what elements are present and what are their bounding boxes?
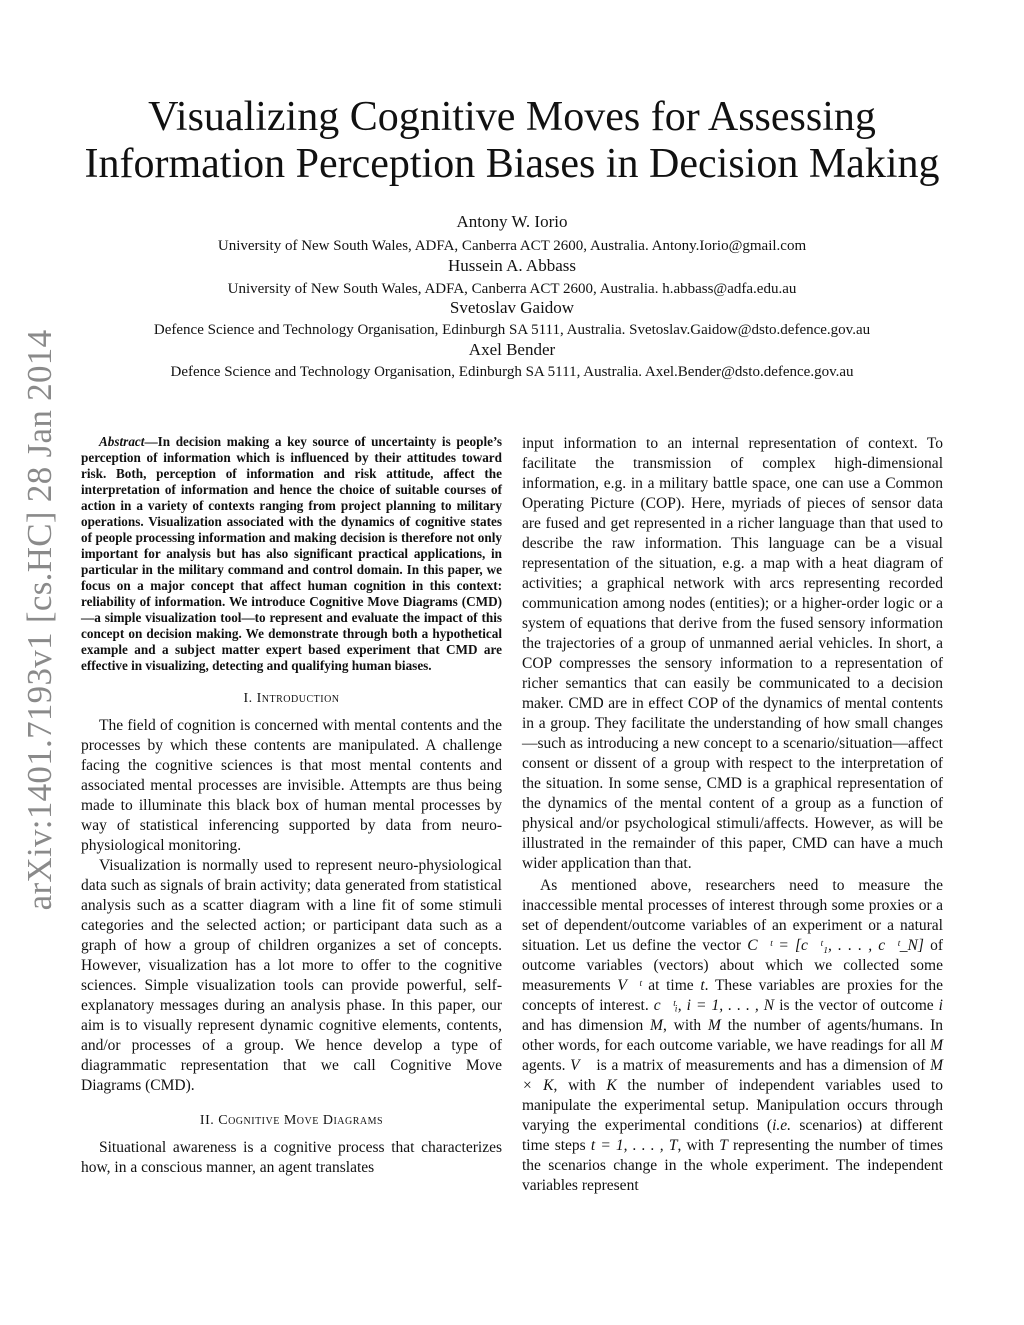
author-affiliation: Defence Science and Technology Organisation, Edinburgh SA 5111, Australia. Svetoslav.Gaidow@dsto.defence.gov.au: [153, 322, 871, 338]
math-expression: V⃗ᵗ: [617, 977, 642, 994]
abstract-label: Abstract: [99, 434, 145, 449]
math-expression: K: [606, 1077, 617, 1094]
left-column: [81, 434, 502, 1178]
math-expression: M × K: [522, 1057, 943, 1094]
body-paragraph: As mentioned above, researchers need to measure the inaccessible mental processes of interest through some proxies or a set of dependent/outcome variables of an experiment or a natural situation. Let us define the vector C⃗ᵗ = [c⃗ᵗ₁, . . . , c⃗ᵗ_N] of outcome variables (vectors) about which we collected some measurements V⃗ᵗ at time t. These variables are proxies for the concepts of interest. c⃗ᵗᵢ, i = 1, . . . , N is the vector of outcome i and has dimension M, with M the number of agents/humans. In other words, for each outcome variable, we have readings for all M agents. V⃗ is a matrix of measurements and has a dimension of M × K, with K the number of independent variables used to manipulate the experimental setup. Manipulation occurs through varying the experimental conditions (i.e. scenarios) at different time steps t = 1, . . . , T, with T representing the number of times the scenarios change in the whole experiment. The independent variables represent: [522, 877, 944, 1194]
math-expression: V⃗: [570, 1057, 592, 1074]
arxiv-identifier: [10, 330, 70, 910]
intro-paragraph: Visualization is normally used to represent neuro-physiological data such as signals of brain activity; data generated from statistical analysis such as a scatter diagram with a line fit of some stimuli categories and the selected action; or participant data such as a graph of how a group of children organizes a set of concepts. However, visualization has a lot more to offer to the cognitive sciences. Simple visualization tools can provide powerful, self-explanatory messages during an analysis phase. In this paper, our aim is to visually represent dynamic cognitive elements, contents, and/or processes of a group. We hence develop a type of diagrammatic representation that we call Cognitive Move Diagrams (CMD).: [81, 857, 502, 1094]
math-expression: M: [707, 1017, 721, 1034]
math-expression: c⃗ᵗᵢ, i = 1, . . . , N: [653, 997, 775, 1014]
section-paragraph: Situational awareness is a cognitive process that characterizes how, in a conscious manner, an agent translates: [81, 1139, 502, 1176]
author-name: Hussein A. Abbass: [448, 256, 576, 275]
math-expression: M: [930, 1037, 943, 1054]
body-paragraph: input information to an internal representation of context. To facilitate the transmission of complex high-dimensional information, e.g. in a military battle space, one can use a Common Operating Picture (COP). Here, myriads of pieces of sensor data are fused and get represented in a richer language than that used to describe the raw information. This language can be a visual representation of the situation, e.g. a map with a heat diagram of activities; a graphical network with arcs representing recorded communication among nodes (entities); or a higher-order logic or a system of equations that derive from the fused sensory information the trajectories of a group of unmanned aerial vehicles. In short, a COP compresses the sensory information to a representation of richer semantics that can easily be communicated to a decision maker. CMD are in effect COP of the dynamics of mental contents in a group. They facilitate the understanding of how small changes—such as introducing a new concept to a scenario/situation—affect consent or dissent of a group with respect to the interpretation of the situation. In some sense, CMD is a graphical representation of the dynamics of the mental content of a group as a function of physical and/or psychological stimuli/affects. However, as will be illustrated in the remainder of this paper, CMD can have a much wider application than that.: [522, 435, 943, 872]
abstract-text: —In decision making a key source of uncertainty is people’s perception of information which is influenced by their attitudes toward risk. Both, perception of information and risk attitude, affect the interpretation of information and hence the choice of suitable courses of action in a variety of contexts ranging from project planning to military operations. Visualization associated with the dynamics of cognitive states of people processing information and making decision is therefore not only important for analysis but has also significant practical applications, in particular in the military command and control domain. In this paper, we focus on a major concept that affect human cognition in this context: reliability of information. We introduce Cognitive Move Diagrams (CMD)—a simple visualization tool—to represent and evaluate the impact of this concept on decision making. We demonstrate through both a hypothetical example and a subject matter expert based experiment that CMD are effective in visualizing, detecting and qualifying human biases.: [81, 434, 502, 673]
author-name: Svetoslav Gaidow: [449, 298, 575, 317]
math-expression: i: [938, 997, 943, 1014]
math-expression: t: [700, 977, 705, 994]
author-affiliation: University of New South Wales, ADFA, Canberra ACT 2600, Australia. h.abbass@adfa.edu.au: [227, 281, 797, 297]
paper-title: [80, 94, 944, 188]
abstract: [81, 434, 502, 674]
author-name: Axel Bender: [468, 340, 556, 359]
title-line-2: Information Perception Biases in Decision Making: [84, 141, 940, 187]
author-name: Antony W. Iorio: [456, 212, 568, 231]
arxiv-identifier-text: arXiv:1401.7193v1 [cs.HC] 28 Jan 2014: [20, 329, 59, 911]
section-heading-introduction: I. Introduction: [243, 691, 340, 706]
intro-paragraph: The field of cognition is concerned with mental contents and the processes by which these contents are manipulated. A challenge facing the cognitive sciences is that most mental contents and associated mental processes are invisible. Attempts are thus being made to illuminate this black box of human mental processes by way of statistical inferencing supported by data from neuro-physiological monitoring.: [81, 717, 502, 854]
author-affiliation: University of New South Wales, ADFA, Canberra ACT 2600, Australia. Antony.Iorio@gmail.com: [217, 238, 807, 254]
section-heading-cmd: II. Cognitive Move Diagrams: [199, 1113, 384, 1128]
math-expression: C⃗ᵗ = [c⃗ᵗ₁, . . . , c⃗ᵗ_N]: [747, 937, 924, 954]
author-affiliation: Defence Science and Technology Organisation, Edinburgh SA 5111, Australia. Axel.Bender@dsto.defence.gov.au: [170, 364, 854, 380]
math-expression: i.e.: [772, 1117, 792, 1134]
math-expression: t = 1, . . . , T: [590, 1137, 678, 1154]
math-expression: M: [650, 1017, 663, 1034]
right-column: [522, 434, 943, 1196]
title-line-1: Visualizing Cognitive Moves for Assessing: [148, 94, 876, 140]
math-expression: T: [719, 1137, 728, 1154]
